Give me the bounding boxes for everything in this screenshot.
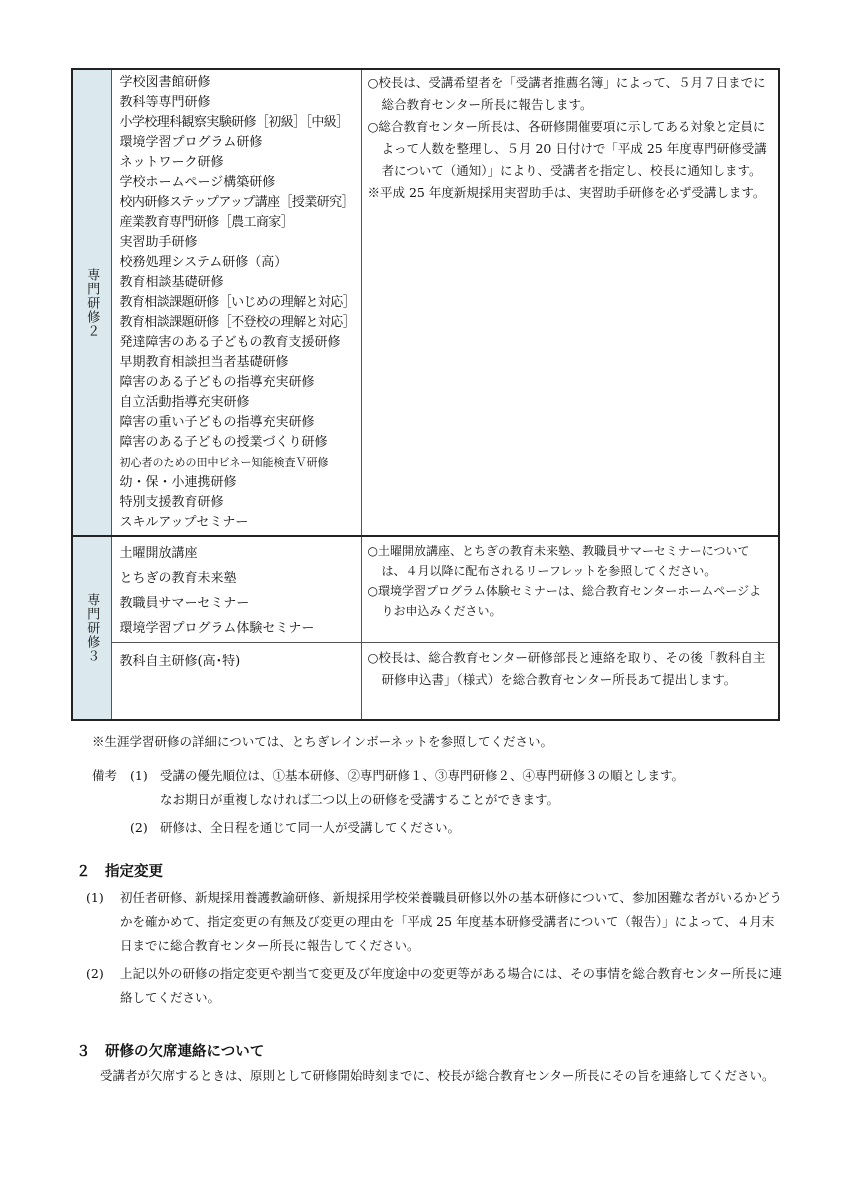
section-2-item: ネットワーク研修: [119, 155, 224, 170]
self-study-note-cell: [361, 643, 779, 721]
self-study-note-wrap: [362, 643, 779, 691]
section-3-item-3: 教職員サマーセミナー: [119, 596, 250, 611]
section-2-item: 学校ホームページ構築研修: [119, 175, 276, 190]
section-2-p1-number: (1): [86, 890, 104, 905]
section-3-note-2: ○環境学習プログラム体験セミナーは、総合教育センターホームページよりお申込みください。: [367, 584, 762, 618]
section-2-item: スキルアップセミナー: [119, 515, 249, 530]
remarks-item-1-number: (1): [130, 768, 148, 783]
remarks-item-2-number: (2): [130, 820, 148, 835]
remarks-item-1-line-2: なお期日が重複しなければ二つ以上の研修を受講することができます。: [160, 792, 560, 807]
section-2-item: 障害のある子どもの指導充実研修: [119, 375, 315, 390]
section-2-item: 教育相談基礎研修: [119, 275, 224, 290]
self-study-note: ○校長は、総合教育センター研修部長と連絡を取り、その後「教科自主研修申込書」（様式）を総合教育センター所長あて提出します。: [367, 650, 766, 687]
section-2-item: 校務処理システム研修（高）: [119, 255, 288, 270]
section-2-item: 小学校理科観察実験研修［初級］［中級］: [119, 115, 349, 130]
footnote: ※生涯学習研修の詳細については、とちぎレインボーネットを参照してください。: [92, 734, 554, 749]
section-2-item: 発達障害のある子どもの教育支援研修: [119, 335, 341, 350]
section-2-item: 自立活動指導充実研修: [119, 395, 250, 410]
section-2-note-2: ○総合教育センター所長は、各研修開催要項に示してある対象と定員によって人数を整理し、５月 20 日付けで「平成 25 年度専門研修受講者について（通知）」により、受講者を指定し、校長に通知します。: [367, 119, 767, 178]
section-3-label-cell: [72, 536, 111, 720]
remarks-item-1-line-1: 受講の優先順位は、①基本研修、②専門研修１、③専門研修２、④専門研修３の順とします。: [160, 768, 685, 783]
section-2-item: 実習助手研修: [119, 235, 198, 250]
section-2-list-cell: [111, 69, 361, 536]
section-2-p1-text: 初任者研修、新規採用養護教諭研修、新規採用学校栄養職員研修以外の基本研修について、参加困難な者がいるかどうかを確かめて、指定変更の有無及び変更の理由を「平成 25 年度基本研修受講者について（報告）」によって、４月末日までに総合教育センター所長に報告してください。: [120, 890, 783, 953]
section-2-list: [112, 73, 361, 533]
section-2-item: 学校図書館研修: [119, 75, 211, 90]
section-2-p2-number: (2): [86, 966, 104, 981]
section-2-p2-text: 上記以外の研修の指定変更や割当て変更及び年度途中の変更等がある場合には、その事情を総合教育センター所長に連絡してください。: [120, 966, 783, 1005]
section-2-notes-cell: [361, 69, 779, 536]
section-2-label-cell: [72, 69, 111, 536]
section-2-item: 校内研修ステップアップ講座［授業研究］: [119, 195, 354, 210]
section-3-item-2: とちぎの教育未来塾: [119, 571, 237, 586]
section-3-list: [112, 537, 361, 641]
remarks: [92, 764, 792, 842]
section-2-item: 障害の重い子どもの指導充実研修: [119, 415, 315, 430]
section-2-note-3: ※平成 25 年度新規採用実習助手は、実習助手研修を必ず受講します。: [367, 185, 766, 200]
section-3-paragraph: 受講者が欠席するときは、原則として研修開始時刻までに、校長が総合教育センター所長にその旨を連絡してください。: [100, 1068, 775, 1083]
section-3-note-1: ○土曜開放講座、とちぎの教育未来塾、教職員サマーセミナーについては、４月以降に配布されるリーフレットを参照してください。: [367, 544, 750, 578]
remarks-item-2-text: 研修は、全日程を通じて同一人が受講してください。: [160, 820, 461, 835]
section-2-label: 専門研修２: [84, 267, 100, 338]
section-3-row-1: [72, 536, 779, 643]
training-table: [71, 68, 780, 721]
section-2-item: 早期教育相談担当者基礎研修: [119, 355, 289, 370]
section-2-paragraph-1: [86, 886, 786, 958]
section-3-row-2: [72, 643, 779, 721]
section-2-item: 教育相談課題研修［不登校の理解と対応］: [119, 315, 356, 330]
section-2-item: 幼・保・小連携研修: [119, 475, 237, 490]
section-2-notes: [362, 70, 779, 204]
section-3-item-1: 土曜開放講座: [119, 546, 198, 561]
self-study-cell: [111, 643, 361, 721]
section-2-item: 産業教育専門研修［農工商家］: [119, 215, 294, 230]
section-2-item: 環境学習プログラム研修: [119, 135, 263, 150]
remarks-label: 備考: [92, 768, 118, 783]
section-2-item: 初心者のための田中ビネー知能検査Ｖ研修: [119, 456, 329, 469]
self-study-item: 教科自主研修(高･特): [119, 654, 241, 669]
section-2-row: [72, 69, 779, 536]
section-2-item: 障害のある子どもの授業づくり研修: [119, 435, 328, 450]
section-2-item: 教科等専門研修: [119, 95, 211, 110]
section-2-paragraph-2: [86, 962, 786, 1010]
section-2-heading: ２ 指定変更: [76, 864, 163, 880]
section-3-heading: ３ 研修の欠席連絡について: [76, 1044, 265, 1060]
section-2-note-1: ○校長は、受講希望者を「受講者推薦名簿」によって、５月７日までに総合教育センター所長に報告します。: [367, 75, 766, 112]
section-3-item-4: 環境学習プログラム体験セミナー: [119, 621, 315, 636]
section-3-notes: [362, 537, 779, 621]
section-3-label: 専門研修３: [84, 593, 100, 663]
section-2-item: 特別支援教育研修: [119, 495, 224, 510]
section-2-item: 教育相談課題研修［いじめの理解と対応］: [119, 295, 356, 310]
section-3-list-cell: [111, 536, 361, 643]
section-3-notes-cell: [361, 536, 779, 643]
